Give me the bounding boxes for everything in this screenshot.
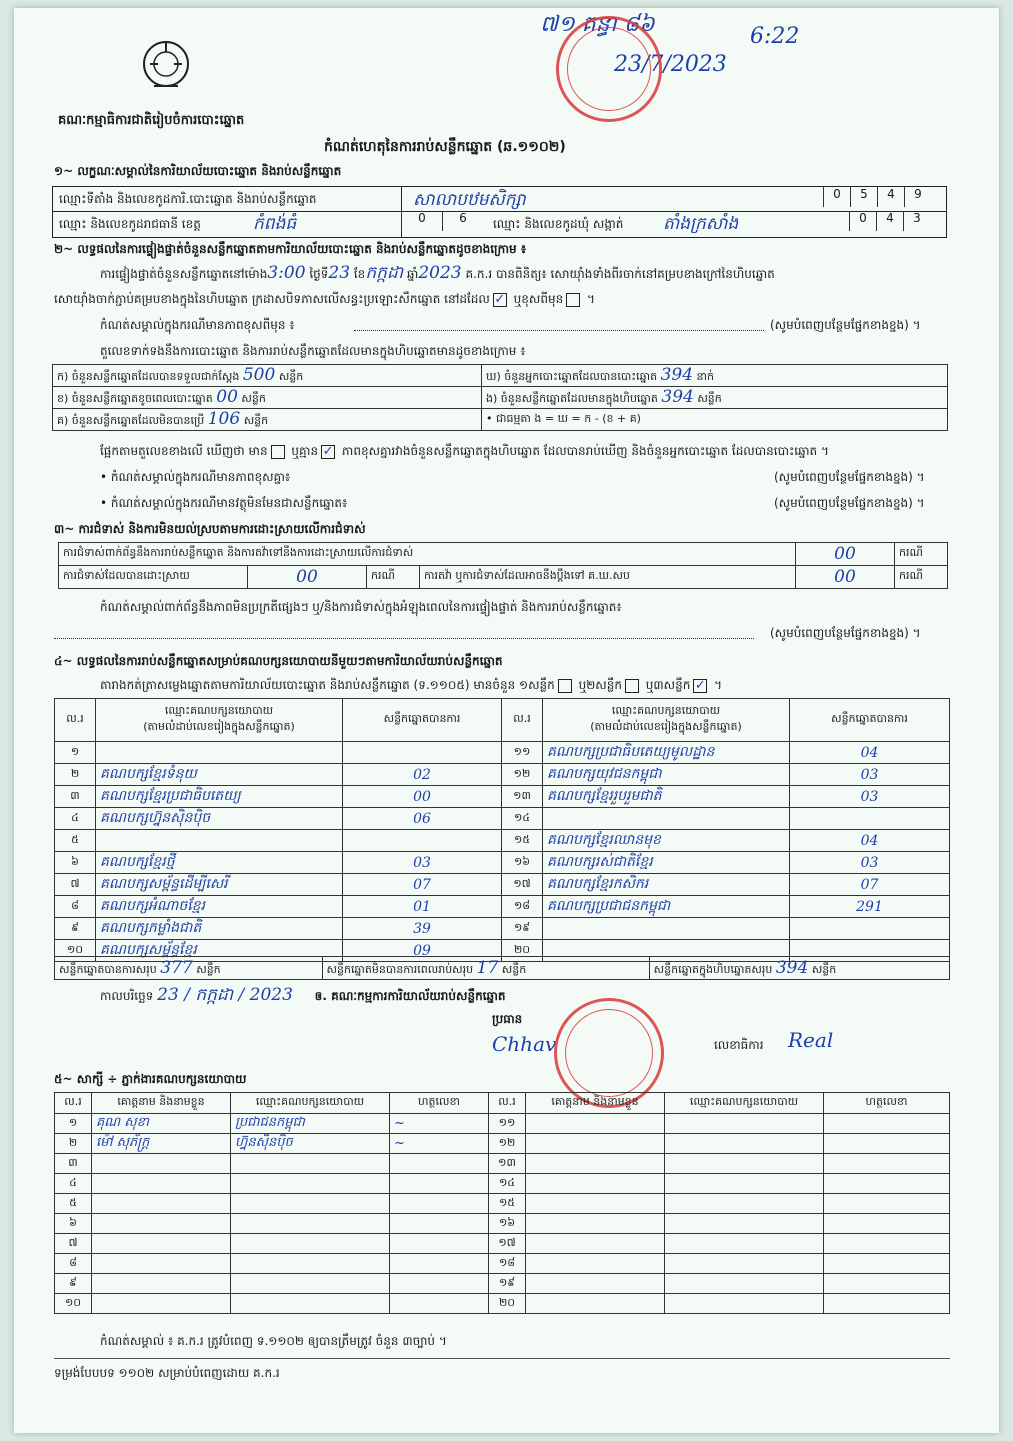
commune-label: ឈ្មោះ និងលេខកូដឃុំ សង្កាត់ [493, 217, 624, 231]
table-row: ២ គណបក្សខ្មែរទំនុយ 02 ១២ គណបក្សយុវជនកម្ពុជា 03 [55, 764, 950, 786]
table-header: ល.រ ឈ្មោះគណបក្សនយោបាយ (តាមលំដាប់លេខរៀងក្នុងសន្លឹកឆ្នោត) សន្លឹកឆ្នោតបានការ ល.រ ឈ្មោះគណបក្សនយោបាយ (តាមលំដាប់លេខរៀងក្នុងសន្លឹកឆ្នោត) សន្លឹកឆ្នោតបានការ [55, 699, 950, 742]
section2-heading: ២~ លទ្ធផលនៃការផ្ទៀងផ្ទាត់ចំនួនសន្លឹកឆ្នោតតាមការិយាល័យបោះឆ្នោត និងរាប់សន្លឹកឆ្នោតដូចខាងក្រោម ៖ [54, 242, 527, 256]
sheet1-checkbox[interactable] [558, 679, 572, 693]
province-code: 0 6 [401, 211, 483, 237]
section2-line4: តួលេខទាក់ទងនឹងការបោះឆ្នោត និងការរាប់សន្លឹកឆ្នោតដែលមានក្នុងហិបឆ្នោតមានដូចខាងក្រោម ៖ [100, 344, 526, 358]
changed-checkbox[interactable] [566, 293, 580, 307]
tally-sheet-line: តារាងកត់ត្រាសម្លេងឆ្នោតតាមការិយាល័យបោះឆ្នោត និងរាប់សន្លឹកឆ្នោត (ទ.១១០៥) មានចំនួន ១សន្លឹក ឬ២សន្លឹក ឬ៣សន្លឹក✓ ។ [100, 678, 722, 693]
no-difference-checkbox[interactable] [321, 445, 335, 459]
witness-table [54, 1092, 950, 1314]
section1-box [52, 186, 947, 238]
table-row: ១០ ២០ [55, 1294, 950, 1314]
table-row: ៣ ១៣ [55, 1154, 950, 1174]
counts-row: ខ) ចំនួនសន្លឹកឆ្នោតខូចពេលបោះឆ្នោត 00 សន្លឹក ង) ចំនួនសន្លឹកឆ្នោតដែលមានក្នុងហិបឆ្នោត 394 សន្លឹក [53, 387, 948, 409]
table-header: ល.រ គោត្តនាម និងនាមខ្លួន ឈ្មោះគណបក្សនយោបាយ ហត្ថលេខា ល.រ គោត្តនាម និងនាមខ្លួន ឈ្មោះគណបក្សនយោបាយ ហត្ថលេខា [55, 1093, 950, 1114]
handwritten-top: ៧១ គន្ធា ៨៦ [540, 12, 655, 37]
section2-line2: សោយ៉ាំងចាក់ភ្ជាប់គម្របខាងក្នុងនៃហិបឆ្នោត ក្រដាសបិទភាសលើសន្ធះប្រឡោះសឹកឆ្នោត នៅដដែល✓ ឬខុសពីមុន ។ [54, 292, 595, 307]
table-row: ៧ ១៧ [55, 1234, 950, 1254]
objections-table: ការជំទាស់ពាក់ព័ន្ធនឹងការរាប់សន្លឹកឆ្នោត និងការតវ៉ាទៅនឹងការដោះស្រាយលើការជំទាស់ 00 ករណី ការជំទាស់ដែលបានដោះស្រាយ 00 ករណី ការតវ៉ា ឬការជំទាស់ដែលអាចនឹងប្តឹងទៅ គ.ឃ.សប 00 ករណី [58, 542, 948, 589]
date-line: កាលបរិច្ឆេទ 23 / កក្កដា / 2023 ឲ. គណៈកម្មការការិយាល័យរាប់សន្លឹកឆ្នោត [100, 985, 506, 1005]
form-title: កំណត់ហេតុនៃការរាប់សន្លឹកឆ្នោត (ឆ.១១០២) [324, 139, 566, 155]
table-row: ៩ ១៩ [55, 1274, 950, 1294]
table-row: ៣ គណបក្សខ្មែរប្រជាធិបតេយ្យ 00 ១៣ គណបក្សខ្មែររួបរួមជាតិ 03 [55, 786, 950, 808]
sheet3-checkbox[interactable] [693, 679, 707, 693]
bottom-note: កំណត់សម្គាល់ ៖ គ.ក.រ ត្រូវបំពេញ ទ.១១០២ ឲ្យបានត្រឹមត្រូវ ចំនួន ៣ច្បាប់ ។ [100, 1334, 447, 1348]
table-row: ៥ ១៥ គណបក្សខ្មែរឈានមុខ 04 [55, 830, 950, 852]
secretary-label: លេខាធិការ [714, 1038, 764, 1052]
table-row: ២ ម៉ៅ សុភ័ក្ត្រ ហ្វ៊ុនស៊ិនប៉ិច ~ ១២ [55, 1134, 950, 1154]
emblem-icon [136, 34, 196, 96]
dotted-line [354, 330, 764, 331]
counts-table [52, 364, 948, 431]
difference-line: ផ្អែកតាមតួលេខខាងលើ ឃើញថា មាន ឬគ្មាន✓ ភាពខុសគ្នារវាងចំនួនសន្លឹកឆ្នោតក្នុងហិបឆ្នោត ដែលបានរាប់ឃើញ និងចំនួនអ្នកបោះឆ្នោត ដែលបានបោះឆ្នោត ។ [100, 444, 829, 459]
office-code: 0 5 4 9 [823, 187, 931, 211]
totals-table: សន្លឹកឆ្នោតបានការសរុប 377 សន្លឹក សន្លឹកឆ្នោតមិនបានការពេលរាប់សរុប 17 សន្លឹក សន្លឹកឆ្នោតក្នុងហិបឆ្នោតសរុប 394 សន្លឹក [54, 956, 950, 980]
section4-heading: ៤~ លទ្ធផលនៃការរាប់សន្លឹកឆ្នោតសម្រាប់គណបក្សនយោបាយនីមួយៗតាមការិយាល័យរាប់សន្លឹកឆ្នោត [54, 654, 503, 668]
table-row: ៩ គណបក្សកម្លាំងជាតិ 39 ១៩ [55, 918, 950, 940]
table-row: ៦ ១៦ [55, 1214, 950, 1234]
section2-line1: ការផ្ទៀងផ្ទាត់ចំនួនសន្លឹកឆ្នោតនៅម៉ោង3:00 ថ្ងៃទី23 ខែកក្កដា ឆ្នាំ2023 គ.ក.រ បានពិនិត្យ៖ សោយ៉ាំងទាំងពីរចាក់នៅគម្របខាងក្រៅនៃហិបឆ្នោត [100, 263, 775, 283]
province-label: ឈ្មោះ និងលេខកូដរាជធានី ខេត្ត [59, 217, 201, 231]
handwritten-time: 6:22 [750, 24, 800, 49]
foreign-object-note: • កំណត់សម្គាល់ក្នុងករណីមានវត្ថុមិនមែនជាសន្លឹកឆ្នោត៖ [100, 496, 348, 510]
table-row: ៧ គណបក្សសម្ព័ន្ធដើម្បីសេរី 07 ១៧ គណបក្សខ្មែរកសិករ 07 [55, 874, 950, 896]
table-row: ៨ គណបក្សអំណាចខ្មែរ 01 ១៨ គណបក្សប្រជាជនកម្ពុជា 291 [55, 896, 950, 918]
difference-note: • កំណត់សម្គាល់ក្នុងករណីមានភាពខុសគ្នា៖ [100, 470, 291, 484]
table-row: ១ គុណ សុខា ប្រជាជនកម្ពុជា ~ ១១ [55, 1114, 950, 1134]
org-name: គណៈកម្មាធិការជាតិរៀបចំការបោះឆ្នោត [58, 113, 245, 128]
form-footer: ទម្រង់បែបបទ ១១០២ សម្រាប់បំពេញដោយ គ.ក.រ [54, 1366, 280, 1380]
official-stamp-top [556, 16, 662, 122]
section5-heading: ៥~ សាក្សី ÷ ភ្នាក់ងារគណបក្សនយោបាយ [54, 1072, 247, 1086]
party-results-table [54, 698, 950, 962]
table-row: ៥ ១៥ [55, 1194, 950, 1214]
form-page: គណៈកម្មាធិការជាតិរៀបចំការបោះឆ្នោត ៧១ គន្ធា ៨៦ 23/7/2023 6:22 កំណត់ហេតុនៃការរាប់សន្លឹកឆ្នោត (ឆ.១១០២) ១~ លក្ខណៈសម្គាល់នៃការិយាល័យបោះឆ្នោត និងរាប់សន្លឹកឆ្នោត ឈ្មោះទីតាំង និងលេខកូដការិ.បោះឆ្នោត និងរាប់សន្លឹកឆ្នោត សាលាបឋមសិក្សា 0 5 4 9 ឈ្មោះ និងលេខកូដរាជធានី ខេត្ត កំពង់ធំ 0 6 ឈ្មោះ និងលេខកូដឃុំ សង្កាត់ តាំងក្រសាំង 0 4 3 ២~ លទ្ធផលនៃការផ្ទៀងផ្ទាត់ចំនួនសន្លឹកឆ្នោតតាមការិយាល័យបោះឆ្នោត និងរាប់សន្លឹកឆ្នោតដូចខាងក្រោម ៖ ការផ្ទៀងផ្ទាត់ចំនួនសន្លឹកឆ្នោតនៅម៉ោង3:00 ថ្ងៃទី23 ខែកក្កដា ឆ្នាំ2023 គ.ក.រ បានពិនិត្យ៖ សោយ៉ាំងទាំងពីរចាក់នៅគម្របខាងក្រៅនៃហិបឆ្នោត សោយ៉ាំងចាក់ភ្ជាប់គម្របខាងក្នុងនៃហិបឆ្នោត ក្រដាសបិទភាសលើសន្ធះប្រឡោះសឹកឆ្នោត នៅដដែល✓ ឬខុសពីមុន ។ កំណត់សម្គាល់ក្នុងករណីមានភាពខុសពីមុន ៖ (សូមបំពេញបន្ថែមផ្នែកខាងខ្នង) ។ តួលេខទាក់ទងនឹងការបោះឆ្នោត និងការរាប់សន្លឹកឆ្នោតដែលមានក្នុងហិបឆ្នោតមានដូចខាងក្រោម ៖ ក) ចំនួនសន្លឹកឆ្នោតដែលបានទទួលជាក់ស្តែង 500 សន្លឹក ឃ) ចំនួនអ្នកបោះឆ្នោតដែលបានបោះឆ្នោត 394 នាក់ ខ) ចំនួនសន្លឹកឆ្នោតខូចពេលបោះឆ្នោត 00 សន្លឹក ង) ចំនួនសន្លឹកឆ្នោតដែលមានក្នុងហិបឆ្នោត 394 សន្លឹក គ) ចំនួនសន្លឹកឆ្នោតដែលមិនបានប្រើ 106 សន្លឹក • ជាធម្មតា ង = ឃ = ក - (ខ + គ) ផ្អែកតាមតួលេខខាងលើ ឃើញថា មាន ឬគ្មាន✓ ភាពខុសគ្នារវាងចំនួនសន្លឹកឆ្នោតក្នុងហិបឆ្នោត ដែលបានរាប់ឃើញ និងចំនួនអ្នកបោះឆ្នោត ដែលបានបោះឆ្នោត ។ • កំណត់សម្គាល់ក្នុងករណីមានភាពខុសគ្នា៖ (សូមបំពេញបន្ថែមផ្នែកខាងខ្នង) ។ • កំណត់សម្គាល់ក្នុងករណីមានវត្ថុមិនមែនជាសន្លឹកឆ្នោត៖ (សូមបំពេញបន្ថែមផ្នែកខាងខ្នង) ។ ៣~ ការជំទាស់ និងការមិនយល់ស្របតាមការដោះស្រាយលើការជំទាស់ ការជំទាស់ពាក់ព័ន្ធនឹងការរាប់សន្លឹកឆ្នោត និងការតវ៉ាទៅនឹងការដោះស្រាយលើការជំទាស់ 00 ករណី ការជំទាស់ដែលបានដោះស្រាយ 00 ករណី ការតវ៉ា ឬការជំទាស់ដែលអាចនឹងប្តឹងទៅ គ.ឃ.សប 00 ករណី កំណត់សម្គាល់ពាក់ព័ន្ធនឹងភាពមិនប្រក្រតីផ្សេងៗ ឬ/និងការជំទាស់ក្នុងអំឡុងពេលនៃការផ្ទៀងផ្ទាត់ និងការរាប់សន្លឹកឆ្នោត៖ (សូមបំពេញបន្ថែមផ្នែកខាងខ្នង) ។ ៤~ លទ្ធផលនៃការរាប់សន្លឹកឆ្នោតសម្រាប់គណបក្សនយោបាយនីមួយៗតាមការិយាល័យរាប់សន្លឹកឆ្នោត តារាងកត់ត្រាសម្លេងឆ្នោតតាមការិយាល័យបោះឆ្នោត និងរាប់សន្លឹកឆ្នោត (ទ.១១០៥) មានចំនួន ១សន្លឹក ឬ២សន្លឹក ឬ៣សន្លឹក✓ ។ ល.រ ឈ្មោះគណបក្សនយោបាយ (តាមលំដាប់លេខរៀងក្នុងសន្លឹកឆ្នោត) សន្លឹកឆ្នោតបានការ ល.រ ឈ្មោះគណបក្សនយោបាយ (តាមលំដាប់លេខរៀងក្នុងសន្លឹកឆ្នោត) សន្លឹកឆ្នោតបានការ ១ ១១ គណបក្សប្រជាធិបតេយ្យមូលដ្ឋាន 04 ២ គណបក្សខ្មែរទំនុយ 02 ១២ គណបក្សយុវជនកម្ពុជា 03 ៣ គណបក្សខ្មែរប្រជាធិបតេយ្យ 00 ១៣ គណបក្សខ្មែររួបរួមជាតិ 03 ៤ គណបក្សហ្វ៊ុនស៊ិនប៉ិច 06 ១៤ ៥ ១៥ គណបក្សខ្មែរឈានមុខ 04 ៦ គណបក្សខ្មែរថ្មី 03 ១៦ គណបក្សរស់ជាតិខ្មែរ 03 ៧ គណបក្សសម្ព័ន្ធដើម្បីសេរី 07 ១៧ គណបក្សខ្មែរកសិករ 07 ៨ គណបក្សអំណាចខ្មែរ 01 ១៨ គណបក្សប្រជាជនកម្ពុជា 291 ៩ គណបក្សកម្លាំងជាតិ 39 ១៩ ១០ គណបក្សសម្ព័ន្ធខ្មែរ 09 ២០ សន្លឹកឆ្នោតបានការសរុប 377 សន្លឹក សន្លឹកឆ្នោតមិនបានការពេលរាប់សរុប 17 សន្លឹក សន្លឹកឆ្នោតក្នុងហិបឆ្នោតសរុប 394 សន្លឹក កាលបរិច្ឆេទ 23 / កក្កដា / 2023 ឲ. គណៈកម្មការការិយាល័យរាប់សន្លឹកឆ្នោត ប្រធាន Chhav លេខាធិការ Real ៥~ សាក្សី ÷ ភ្នាក់ងារគណបក្សនយោបាយ ល.រ គោត្តនាម និងនាមខ្លួន ឈ្មោះគណបក្សនយោបាយ ហត្ថលេខា ល.រ គោត្តនាម និងនាមខ្លួន ឈ្មោះគណបក្សនយោបាយ ហត្ថលេខា ១ គុណ សុខា ប្រជាជនកម្ពុជា ~ ១១ ២ ម៉ៅ សុភ័ក្ត្រ ហ្វ៊ុនស៊ិនប៉ិច ~ ១២ ៣ ១៣ ៤ ១៤ ៥ ១៥ ៦ ១៦ ៧ ១៧ ៨ ១៨ ៩ ១៩ ១០ ២០ កំណត់សម្គាល់ ៖ គ.ក.រ ត្រូវបំពេញ ទ.១១០២ ឲ្យបានត្រឹមត្រូវ ចំនួន ៣ច្បាប់ ។ ទម្រង់បែបបទ ១១០២ សម្រាប់បំពេញដោយ គ.ក.រ [14, 8, 999, 1433]
table-row: ១ ១១ គណបក្សប្រជាធិបតេយ្យមូលដ្ឋាន 04 [55, 742, 950, 764]
commune-value: តាំងក្រសាំង [663, 214, 739, 234]
table-row: ៤ គណបក្សហ្វ៊ុនស៊ិនប៉ិច 06 ១៤ [55, 808, 950, 830]
handwritten-date: 23/7/2023 [614, 52, 727, 77]
unchanged-checkbox[interactable] [493, 293, 507, 307]
table-row: ៦ គណបក្សខ្មែរថ្មី 03 ១៦ គណបក្សរស់ជាតិខ្មែរ 03 [55, 852, 950, 874]
section3-heading: ៣~ ការជំទាស់ និងការមិនយល់ស្របតាមការដោះស្រាយលើការជំទាស់ [54, 522, 366, 536]
section2-line3: កំណត់សម្គាល់ក្នុងករណីមានភាពខុសពីមុន ៖ [100, 318, 295, 332]
chair-label: ប្រធាន [492, 1012, 523, 1026]
counts-row: គ) ចំនួនសន្លឹកឆ្នោតដែលមិនបានប្រើ 106 សន្លឹក • ជាធម្មតា ង = ឃ = ក - (ខ + គ) [53, 409, 948, 431]
province-value: កំពង់ធំ [253, 214, 297, 234]
office-label: ឈ្មោះទីតាំង និងលេខកូដការិ.បោះឆ្នោត និងរាប់សន្លឹកឆ្នោត [59, 192, 317, 206]
secretary-signature: Real [788, 1028, 834, 1052]
objection-note: កំណត់សម្គាល់ពាក់ព័ន្ធនឹងភាពមិនប្រក្រតីផ្សេងៗ ឬ/និងការជំទាស់ក្នុងអំឡុងពេលនៃការផ្ទៀងផ្ទាត់ និងការរាប់សន្លឹកឆ្នោត៖ [100, 600, 622, 614]
counts-row: ក) ចំនួនសន្លឹកឆ្នោតដែលបានទទួលជាក់ស្តែង 500 សន្លឹក ឃ) ចំនួនអ្នកបោះឆ្នោតដែលបានបោះឆ្នោត 394 នាក់ [53, 365, 948, 387]
has-difference-checkbox[interactable] [271, 445, 285, 459]
section1-heading: ១~ លក្ខណៈសម្គាល់នៃការិយាល័យបោះឆ្នោត និងរាប់សន្លឹកឆ្នោត [54, 164, 342, 178]
table-row: ៤ ១៤ [55, 1174, 950, 1194]
office-value: សាលាបឋមសិក្សា [413, 190, 526, 210]
sheet2-checkbox[interactable] [625, 679, 639, 693]
table-row: ៨ ១៨ [55, 1254, 950, 1274]
table-row: ១០ គណបក្សសម្ព័ន្ធខ្មែរ 09 ២០ [55, 940, 950, 962]
chair-signature: Chhav [492, 1032, 557, 1056]
commune-code: 0 4 3 [849, 211, 930, 237]
